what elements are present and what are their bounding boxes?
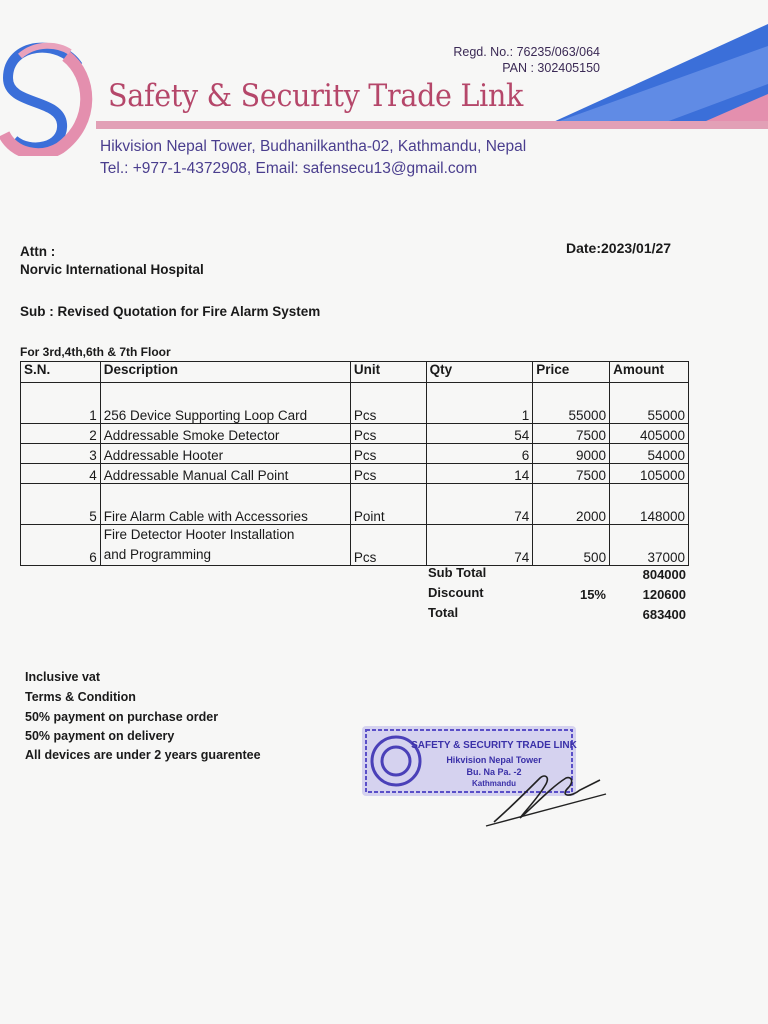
table-row xyxy=(21,383,689,424)
cell-amount: 55000 xyxy=(610,383,689,424)
cell-price: 7500 xyxy=(533,424,610,444)
svg-text:Bu. Na Pa. -2: Bu. Na Pa. -2 xyxy=(466,767,522,777)
cell-unit: Pcs xyxy=(350,424,426,444)
discount-value: 120600 xyxy=(642,587,686,602)
header-corner-graphic xyxy=(540,24,768,128)
cell-qty: 1 xyxy=(426,383,533,424)
attn-label: Attn : xyxy=(20,244,56,259)
header-sn: S.N. xyxy=(21,362,101,383)
cell-unit: Pcs xyxy=(350,464,426,484)
company-address: Hikvision Nepal Tower, Budhanilkantha-02, Kathmandu, Nepal xyxy=(100,138,527,155)
regd-number: Regd. No.: 76235/063/064 xyxy=(453,45,600,59)
term-line: Terms & Condition xyxy=(25,690,136,704)
cell-description: Fire Alarm Cable with Accessories xyxy=(100,484,350,525)
cell-sn: 5 xyxy=(21,484,101,525)
cell-qty: 54 xyxy=(426,424,533,444)
cell-price: 9000 xyxy=(533,444,610,464)
description-line-2: and Programming xyxy=(103,547,212,562)
table-row xyxy=(21,424,689,444)
table-row xyxy=(21,484,689,525)
cell-description: Addressable Manual Call Point xyxy=(100,464,350,484)
header-unit: Unit xyxy=(350,362,426,383)
quotation-table xyxy=(20,361,689,566)
cell-amount: 37000 xyxy=(610,525,689,566)
cell-sn: 3 xyxy=(21,444,101,464)
svg-text:Kathmandu: Kathmandu xyxy=(472,779,516,788)
term-line: 50% payment on delivery xyxy=(25,729,175,743)
total-value: 683400 xyxy=(642,607,686,622)
description-line-1: Fire Detector Hooter Installation xyxy=(103,527,295,542)
svg-text:Hikvision Nepal Tower: Hikvision Nepal Tower xyxy=(446,755,542,765)
cell-unit: Pcs xyxy=(350,525,426,566)
discount-label: Discount xyxy=(428,585,484,600)
cell-price: 500 xyxy=(533,525,610,566)
company-logo-icon xyxy=(0,36,96,156)
cell-price: 2000 xyxy=(533,484,610,525)
cell-qty: 74 xyxy=(426,484,533,525)
cell-sn: 2 xyxy=(21,424,101,444)
cell-sn: 6 xyxy=(21,525,101,566)
header-qty: Qty xyxy=(426,362,533,383)
cell-qty: 14 xyxy=(426,464,533,484)
cell-amount: 148000 xyxy=(610,484,689,525)
term-line: 50% payment on purchase order xyxy=(25,710,219,724)
discount-percent: 15% xyxy=(579,587,606,602)
cell-description: Addressable Hooter xyxy=(100,444,350,464)
table-header-row xyxy=(21,362,689,383)
company-contact: Tel.: +977-1-4372908, Email: safensecu13@gmail.com xyxy=(100,160,478,177)
cell-amount: 54000 xyxy=(610,444,689,464)
quotation-date: Date:2023/01/27 xyxy=(566,240,672,256)
svg-text:SAFETY & SECURITY TRADE LINK: SAFETY & SECURITY TRADE LINK xyxy=(411,740,577,751)
cell-unit: Pcs xyxy=(350,383,426,424)
company-name: Safety & Security Trade Link xyxy=(108,78,524,114)
company-address-block xyxy=(100,136,526,180)
cell-unit: Pcs xyxy=(350,444,426,464)
cell-description xyxy=(100,525,350,566)
cell-description: 256 Device Supporting Loop Card xyxy=(100,383,350,424)
cell-description: Addressable Smoke Detector xyxy=(100,424,350,444)
header-price: Price xyxy=(533,362,610,383)
cell-amount: 405000 xyxy=(610,424,689,444)
cell-sn: 4 xyxy=(21,464,101,484)
subtotal-value: 804000 xyxy=(642,567,686,582)
term-line: Inclusive vat xyxy=(25,670,101,684)
cell-sn: 1 xyxy=(21,383,101,424)
cell-unit: Point xyxy=(350,484,426,525)
cell-amount: 105000 xyxy=(610,464,689,484)
cell-price: 55000 xyxy=(533,383,610,424)
header-description: Description xyxy=(100,362,350,383)
cell-price: 7500 xyxy=(533,464,610,484)
header-stripe xyxy=(96,121,768,129)
table-row xyxy=(21,525,689,566)
signature xyxy=(480,768,610,828)
attn-name: Norvic International Hospital xyxy=(20,262,204,277)
table-row xyxy=(21,464,689,484)
cell-qty: 6 xyxy=(426,444,533,464)
cell-qty: 74 xyxy=(426,525,533,566)
term-line: All devices are under 2 years guarentee xyxy=(25,748,261,762)
header-amount: Amount xyxy=(610,362,689,383)
pan-number: PAN : 302405150 xyxy=(502,61,600,75)
total-label: Total xyxy=(428,605,459,620)
table-row xyxy=(21,444,689,464)
subtotal-label: Sub Total xyxy=(428,565,487,580)
registration-info xyxy=(420,44,600,76)
subject-line: Sub : Revised Quotation for Fire Alarm System xyxy=(20,304,321,319)
floors-note: For 3rd,4th,6th & 7th Floor xyxy=(20,345,171,359)
